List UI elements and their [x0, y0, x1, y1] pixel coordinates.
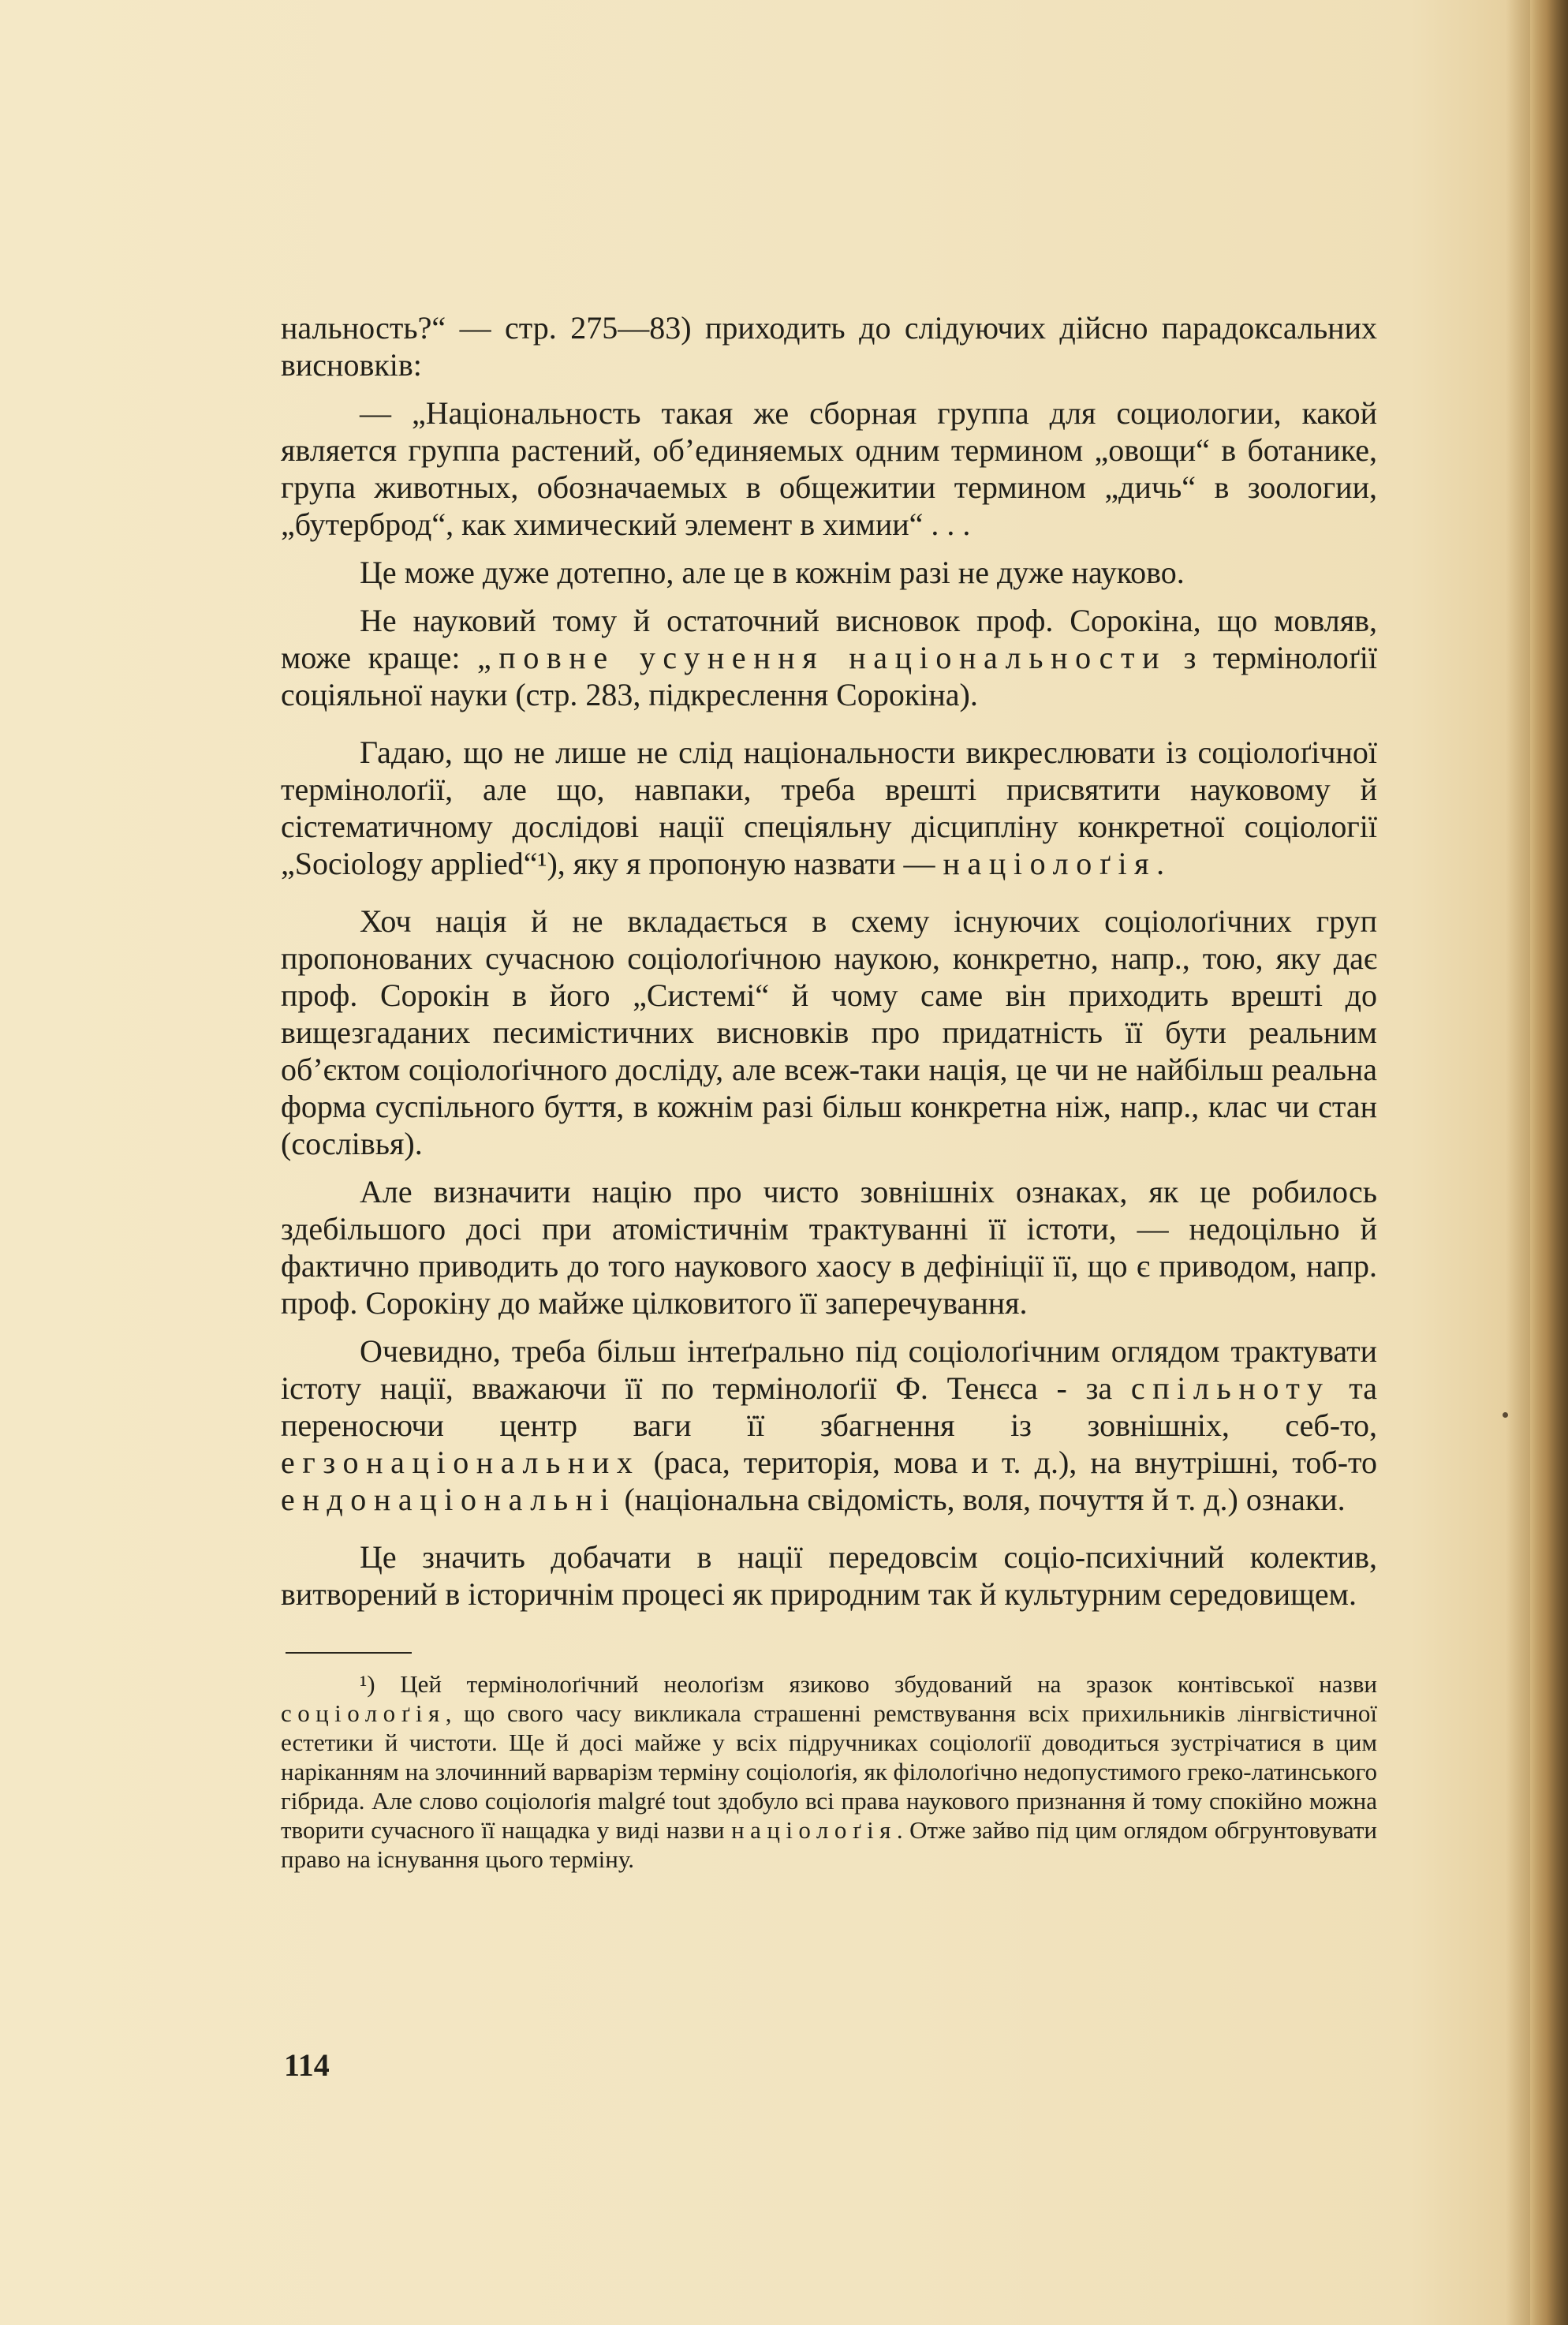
paragraph-text: Очевидно, треба більш інтеґрально під соціолоґічним оглядом трактувати істоту нації, вважаючи її по термінолоґії Ф. Тенєса - за [281, 1333, 1377, 1406]
paragraph-text: . [1156, 846, 1165, 881]
footnote-text: ¹) Цей термінолоґічний неолоґізм язиково збудований на зразок контівської назви [360, 1670, 1377, 1698]
spaced-emphasis: соціолоґія [281, 1699, 446, 1727]
paragraph: Це може дуже дотепно, але це в кожнім разі не дуже науково. [360, 555, 1185, 590]
page-number: 114 [284, 2047, 330, 2083]
paragraph-text: з термінолоґії соціяльної науки (стр. 283, підкреслення Сорокіна). [281, 640, 1377, 712]
paragraph: Хоч нація й не вкладається в схему існуючих соціолоґічних груп пропонованих сучасною соціолоґічною наукою, конкретно, напр., тою, яку дає проф. Сорокін в його „Системі“ й чому саме він приходить врешті до вищезгаданих песимістичних висновків про придатність її бути реальним об’єктом соціолоґічного досліду, але всеж-таки нація, це чи не найбільш реальна форма суспільного буття, в кожнім разі більш конкретна ніж, напр., клас чи стан (сослівья). [281, 903, 1377, 1161]
paragraph: Але визначити націю про чисто зовнішніх ознаках, як це робилось здебільшого досі при атомістичнім трактуванні її істоти, — недоцільно й фактично приводить до того наукового хаосу в дефініції її, що є приводом, напр. проф. Сорокіну до майже цілковитого її заперечування. [281, 1174, 1377, 1321]
paragraph-text: Гадаю, що не лише не слід національности викреслювати із соціолоґічної термінолоґії, але що, навпаки, треба врешті присвятити науковому й сістематичному дослідові нації спеціяльну дісципліну конкретної соціології „Sociology applied“¹), яку я пропоную назвати — [281, 735, 1377, 881]
paragraph-text: (раса, територія, мова и т. д.), на внутрішні, тоб-то [640, 1445, 1377, 1480]
spaced-emphasis: ендонаціональні [281, 1482, 617, 1517]
page-edge [1530, 0, 1568, 2325]
paragraph-text: та переносючи центр ваги її збагнення із зовнішніх, себ-то, [281, 1370, 1377, 1443]
footnote-text: . Отже зайво під цим оглядом обгрунтовувати право на існування цього терміну. [281, 1816, 1377, 1873]
paragraph [281, 734, 1377, 882]
spaced-emphasis: „повне усунення національности [476, 640, 1167, 675]
spaced-emphasis: спільноту [1130, 1370, 1331, 1406]
paper-speck [1503, 1412, 1508, 1418]
spaced-emphasis: націолоґія [731, 1816, 897, 1844]
paragraph [281, 602, 1377, 713]
spaced-emphasis: егзонаціональних [281, 1445, 640, 1480]
footnote [281, 1669, 1377, 1874]
quote-paragraph: — „Національность такая же сборная группа для социологии, какой является группа растений, об’единяемых одним термином „овощи“ в ботанике, група животных, обозначаемых в общежитии термином „дичь“ в зоологии, „бутерброд“, как химический элемент в химии“ . . . [281, 395, 1377, 542]
footnote-text: , що свого часу викликала страшенні ремствування всіх прихильників лінгвістичної естетики й чистоти. Ще й досі майже у всіх підручниках соціолоґії доводиться зустрічатися в цим наріканням на злочинний варварізм терміну соціолоґія, як філолоґічно недопустимого греко-латинського гібрида. Але слово соціолоґія malgré tout здобуло всі права наукового признання й тому спокійно можна творити сучасного її нащадка у виді назви [281, 1699, 1377, 1844]
text-block [281, 309, 1377, 1874]
paragraph-text: (національна свідомість, воля, почуття й т. д.) ознаки. [616, 1482, 1346, 1517]
paragraph-text: Не науковий тому й остаточний висновок проф. Сорокіна, що мовляв, може краще: [281, 603, 1377, 675]
paragraph [281, 1333, 1377, 1518]
page-fold-shadow [1506, 0, 1530, 2325]
paragraph: нальность?“ — стр. 275—83) приходить до слідуючих дійсно парадоксальних висновків: [281, 310, 1377, 383]
paragraph: Це значить добачати в нації передовсім соціо-психічний колектив, витворений в історичнім процесі як природним так й культурним середовищем. [281, 1539, 1377, 1612]
footnote-rule [286, 1652, 412, 1654]
spaced-emphasis: націолоґія [943, 846, 1157, 881]
